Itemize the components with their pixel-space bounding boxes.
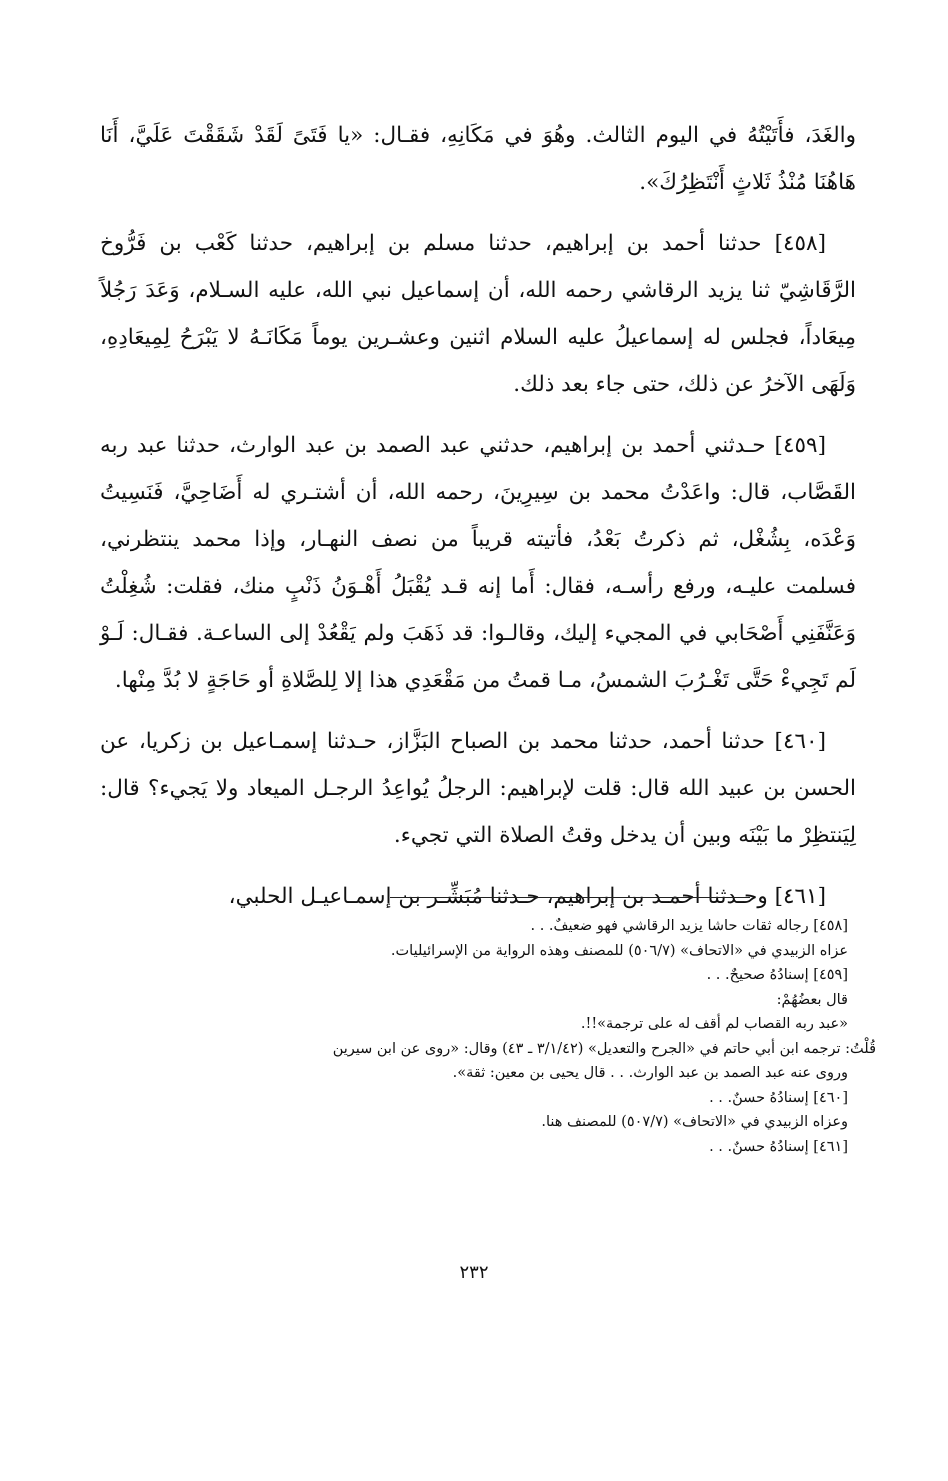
footnote-line: [٤٥٩] إسنادُهُ صحيحٌ. . . xyxy=(706,967,848,983)
footnotes xyxy=(100,914,876,1159)
paragraph-459: [٤٥٩] حـدثني أحمد بن إبراهيم، حدثني عبد الصمد بن عبد الوارث، حدثنا عبد ربه القَصَّاب، قال: واعَدْتُ محمد بن سِيرِينَ، رحمه الله، أن أشتـري له أَضَاحِيَّ، فَنَسِيتُ وَعْدَه، بِشُغْل، ثم ذكرتُ بَعْدُ، فأتيته قريباً من نصف النهـار، وإذا محمد ينتظرني، فسلمت عليـه، ورفع رأسـه، فقال: أَما إنه قـد يُقْبَلُ أَهْـوَنُ ذَنْبٍ منك، فقلت: شُغِلْتُ وَعَنَّفَنِي أَصْحَابي في المجيء إليك، وقالـوا: قد ذَهَبَ ولم يَقْعُدْ إلى الساعـة. فقـال: لَـوْ لَم تَجِيءْ حَتَّى تَغْـرُبَ الشمسُ، مـا قمتُ من مَقْعَدِي هذا إلا لِلصَّلاةِ أو حَاجَةٍ لا بُدَّ مِنْها. xyxy=(100,433,856,693)
footnote-separator xyxy=(390,897,750,898)
footnote-line: [٤٥٨] رجاله ثقات حاشا يزيد الرقاشي فهو ضعيفٌ. . . xyxy=(530,918,848,934)
paragraph-458: [٤٥٨] حدثنا أحمد بن إبراهيم، حدثنا مسلم بن إبراهيم، حدثنا كَعْب بن فَرُّوخ الرَّقَاشِيّ ثنا يزيد الرقاشي رحمه الله، أن إسماعيل نبي الله، عليه السـلام، وَعَدَ رَجُلاً مِيعَاداً، فجلس له إسماعيلُ عليه السلام اثنين وعشـرين يوماً مَكَانَـهُ لا يَبْرَحُ لِمِيعَادِهِ، وَلَهَى الآخرُ عن ذلك، حتى جاء بعد ذلك. xyxy=(100,231,856,397)
footnote-line: [٤٦٠] إسنادُهُ حسنٌ. . . xyxy=(709,1089,848,1106)
footnote-line: [٤٦١] إسنادُهُ حسنٌ. . . xyxy=(709,1138,848,1155)
footnote-line: «عبد ربه القصاب لم أقف له على ترجمة»!!. xyxy=(580,1016,848,1032)
paragraph-460: [٤٦٠] حدثنا أحمد، حدثنا محمد بن الصباح البَزَّاز، حـدثنا إسمـاعيل بن زكريا، عن الحسن بن عبيد الله قال: قلت لإبراهيم: الرجلُ يُواعِدُ الرجـل الميعاد ولا يَجيء؟ قال: لِيَنتظِرْ ما بَيْنَه وبين أن يدخل وقتُ الصلاة التي تجيء. xyxy=(100,729,856,848)
footnote-line: عزاه الزبيدي في «الاتحاف» (٥٠٦/٧) للمصنف وهذه الرواية من الإسرائيليات. xyxy=(390,942,848,959)
footnote-line: قال بعضُهُمْ: xyxy=(776,991,848,1008)
paragraph-continuation: والغَدَ، فأَتَيْتُهُ في اليوم الثالث. وهُوَ في مَكَانِهِ، فقـال: «يا فَتَىً لَقَدْ شَقَقْتَ عَلَيَّ، أَنَا هَاهُنَا مُنْذُ ثَلاثٍ أَنْتَظِرُكَ». xyxy=(100,123,856,195)
footnote-line: وعزاه الزبيدي في «الاتحاف» (٥٠٧/٧) للمصنف هنا. xyxy=(541,1114,848,1130)
footnote-line: وروى عنه عبد الصمد بن عبد الوارث. . . قال يحيى بن معين: ثقة». xyxy=(452,1065,848,1081)
paragraph-461: [٤٦١] وحـدثنا أحمـد بن إبراهيم، حـدثنا مُبَشِّـر بن إسمـاعيـل الحلبي، xyxy=(228,884,826,909)
main-text xyxy=(100,112,856,934)
page-number: ٢٣٢ xyxy=(459,1262,489,1283)
footnote-line: قُلْتُ: ترجمه ابن أبي حاتم في «الجرح والتعديل» (٣/١/٤٢ ـ ٤٣) وقال: «روى عن ابن سيرين xyxy=(332,1040,876,1057)
